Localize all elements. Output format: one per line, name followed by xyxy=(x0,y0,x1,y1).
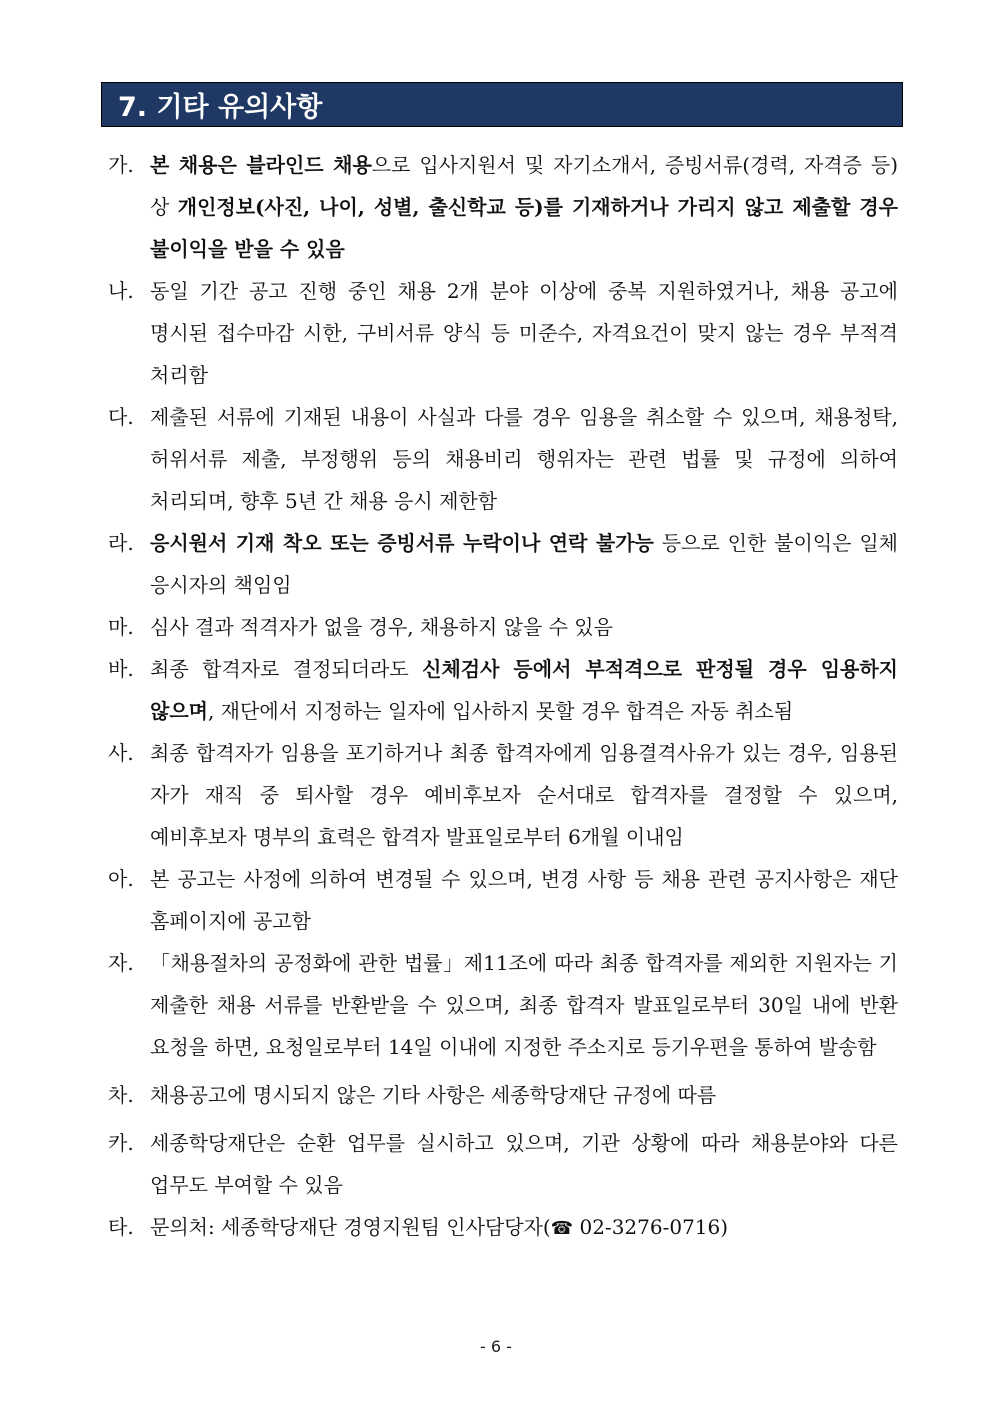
item-text xyxy=(150,396,898,522)
item-marker: 마. xyxy=(108,615,134,639)
section-header xyxy=(101,82,903,127)
item-text xyxy=(150,1074,898,1116)
section-title: 7. 기타 유의사항 xyxy=(118,92,323,123)
item-marker: 사. xyxy=(108,741,134,765)
item-text xyxy=(150,1122,898,1206)
item-marker: 아. xyxy=(108,867,134,891)
page-number: - 6 - xyxy=(480,1337,512,1356)
item-text xyxy=(150,648,898,732)
item-marker: 카. xyxy=(108,1131,134,1155)
phone-icon: ☎ xyxy=(550,1218,574,1239)
item-text-part: 최종 합격자가 임용을 포기하거나 최종 합격자에게 임용결격사유가 있는 경우, 임용된 자가 재직 중 퇴사할 경우 예비후보자 순서대로 합격자를 결정할 수 있으며, 예비후보자 명부의 효력은 합격자 발표일로부터 6개월 이내임 xyxy=(150,741,898,849)
item-text-part: 최종 합격자로 결정되더라도 xyxy=(150,657,423,681)
item-text xyxy=(150,732,898,858)
list-item xyxy=(108,732,898,858)
item-text-part: 으로 입사지원서 및 자기소개서, 증빙서류(경력, 자격증 등) 상 xyxy=(150,153,898,219)
list-item xyxy=(108,858,898,942)
item-text xyxy=(150,270,898,396)
item-text xyxy=(150,522,898,606)
item-text-part: 채용공고에 명시되지 않은 기타 사항은 세종학당재단 규정에 따름 xyxy=(150,1083,717,1107)
list-item xyxy=(108,1122,898,1206)
item-text-part: 세종학당재단은 순환 업무를 실시하고 있으며, 기관 상황에 따라 채용분야와 다른 업무도 부여할 수 있음 xyxy=(150,1131,898,1197)
item-text-part: , 재단에서 지정하는 일자에 입사하지 못할 경우 합격은 자동 취소됨 xyxy=(207,699,794,723)
item-marker: 다. xyxy=(108,405,134,429)
item-text xyxy=(150,144,898,270)
item-text-part: 심사 결과 적격자가 없을 경우, 채용하지 않을 수 있음 xyxy=(150,615,613,639)
item-text-bold: 응시원서 기재 착오 또는 증빙서류 누락이나 연락 불가능 xyxy=(150,531,654,555)
item-marker: 자. xyxy=(108,951,134,975)
notice-list xyxy=(108,144,898,1250)
list-item xyxy=(108,270,898,396)
item-text-part: 02-3276-0716) xyxy=(573,1215,729,1239)
item-text-bold: 신체검사 등에서 부적격으로 판정될 경우 임용하지 않으며 xyxy=(150,657,898,723)
item-text-part: 「채용절차의 공정화에 관한 법률」제11조에 따라 최종 합격자를 제외한 지원자는 기 제출한 채용 서류를 반환받을 수 있으며, 최종 합격자 발표일로부터 30일 내에 반환 요청을 하면, 요청일로부터 14일 이내에 지정한 주소지로 등기우편을 통하여 발송함 xyxy=(150,951,898,1059)
list-item xyxy=(108,396,898,522)
list-item xyxy=(108,1074,898,1116)
item-text-part: 문의처: 세종학당재단 경영지원팀 인사담당자( xyxy=(150,1215,551,1239)
item-text xyxy=(150,1206,898,1250)
list-item xyxy=(108,942,898,1068)
list-item xyxy=(108,522,898,606)
item-text-bold: 본 채용은 블라인드 채용 xyxy=(150,153,372,177)
item-text xyxy=(150,942,898,1068)
item-text xyxy=(150,606,898,648)
item-text xyxy=(150,858,898,942)
item-text-part: 등으로 인한 불이익은 일체 응시자의 책임임 xyxy=(150,531,898,597)
list-item xyxy=(108,1206,898,1250)
item-marker: 바. xyxy=(108,657,134,681)
list-item xyxy=(108,144,898,270)
item-text-part: 동일 기간 공고 진행 중인 채용 2개 분야 이상에 중복 지원하였거나, 채용 공고에 명시된 접수마감 시한, 구비서류 양식 등 미준수, 자격요건이 맞지 않는 경우 부적격 처리함 xyxy=(150,279,898,387)
item-text-part: 본 공고는 사정에 의하여 변경될 수 있으며, 변경 사항 등 채용 관련 공지사항은 재단 홈페이지에 공고함 xyxy=(150,867,898,933)
list-item xyxy=(108,606,898,648)
item-marker: 나. xyxy=(108,279,134,303)
item-text-part: 제출된 서류에 기재된 내용이 사실과 다를 경우 임용을 취소할 수 있으며, 채용청탁, 허위서류 제출, 부정행위 등의 채용비리 행위자는 관련 법률 및 규정에 의하여 처리되며, 향후 5년 간 채용 응시 제한함 xyxy=(150,405,898,513)
item-text-bold: 개인정보(사진, 나이, 성별, 출신학교 등)를 기재하거나 가리지 않고 제출할 경우 불이익을 받을 수 있음 xyxy=(150,195,898,261)
list-item xyxy=(108,648,898,732)
item-marker: 차. xyxy=(108,1083,134,1107)
item-marker: 가. xyxy=(108,153,134,177)
item-marker: 타. xyxy=(108,1215,134,1239)
item-marker: 라. xyxy=(108,531,134,555)
